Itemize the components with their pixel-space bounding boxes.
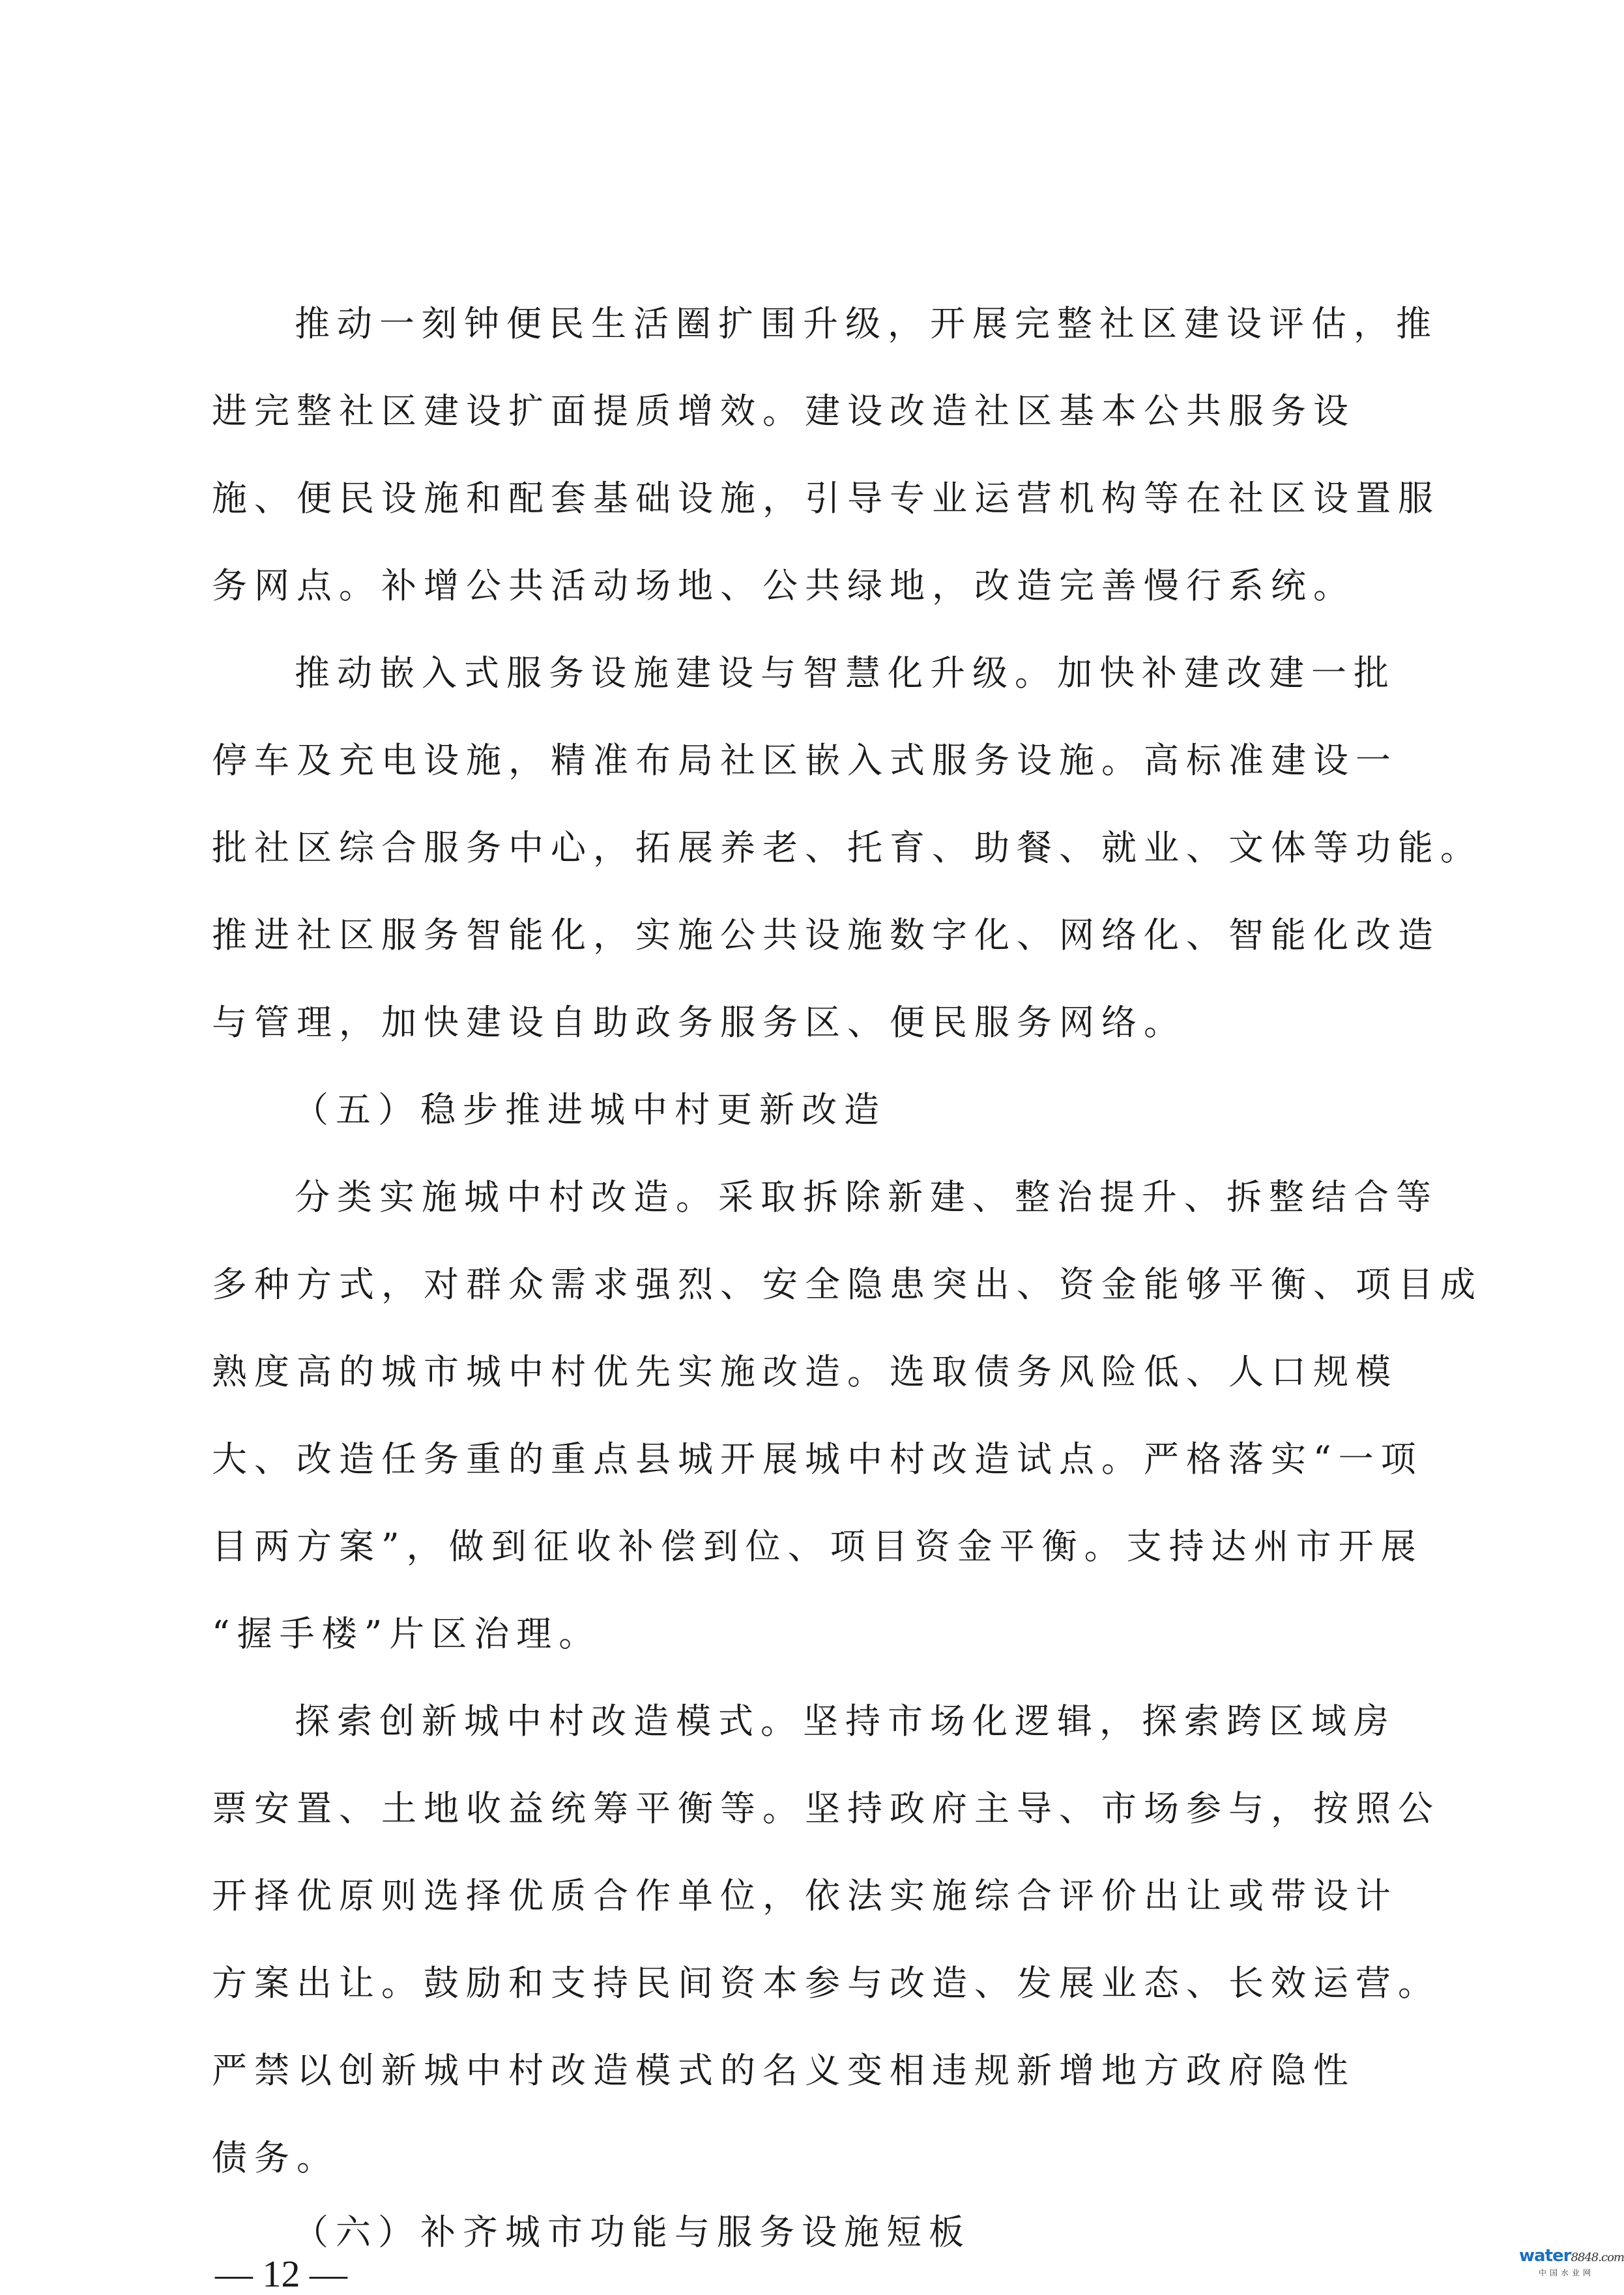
paragraph-1-line-1: 推动一刻钟便民生活圈扩围升级，开展完整社区建设评估，推 xyxy=(295,303,1438,344)
paragraph-2-line-4: 推进社区服务智能化，实施公共设施数字化、网络化、智能化改造 xyxy=(212,914,1440,956)
paragraph-1-line-4: 务网点。补增公共活动场地、公共绿地，改造完善慢行系统。 xyxy=(212,565,1356,606)
paragraph-4-line-2: 票安置、土地收益统筹平衡等。坚持政府主导、市场参与，按照公 xyxy=(212,1788,1440,1829)
paragraph-4-line-4: 方案出让。鼓励和支持民间资本参与改造、发展业态、长效运营。 xyxy=(212,1963,1440,2004)
watermark-logo xyxy=(1519,2244,1624,2281)
section-heading-6: （六）补齐城市功能与服务设施短板 xyxy=(293,2212,971,2253)
paragraph-3-line-1: 分类实施城中村改造。采取拆除新建、整治提升、拆整结合等 xyxy=(295,1177,1438,1218)
page-number: — 12 — xyxy=(215,2253,347,2295)
paragraph-2-line-5: 与管理，加快建设自助政务服务区、便民服务网络。 xyxy=(212,1002,1186,1043)
paragraph-4-line-1: 探索创新城中村改造模式。坚持市场化逻辑，探索跨区域房 xyxy=(295,1701,1396,1742)
paragraph-3-line-6: “握手楼”片区治理。 xyxy=(212,1613,602,1654)
paragraph-3-line-3: 熟度高的城市城中村优先实施改造。选取债务风险低、人口规模 xyxy=(212,1351,1398,1392)
paragraph-4-line-5: 严禁以创新城中村改造模式的名义变相违规新增地方政府隐性 xyxy=(212,2050,1356,2091)
paragraph-2-line-3: 批社区综合服务中心，拓展养老、托育、助餐、就业、文体等功能。 xyxy=(212,827,1483,868)
paragraph-2-line-2: 停车及充电设施，精准布局社区嵌入式服务设施。高标准建设一 xyxy=(212,740,1398,781)
paragraph-1-line-2: 进完整社区建设扩面提质增效。建设改造社区基本公共服务设 xyxy=(212,390,1356,431)
watermark-subtitle: 中国水业网 xyxy=(1539,2268,1595,2277)
paragraph-3-line-5: 目两方案”，做到征收补偿到位、项目资金平衡。支持达州市开展 xyxy=(212,1526,1423,1567)
paragraph-2-line-1: 推动嵌入式服务设施建设与智慧化升级。加快补建改建一批 xyxy=(295,652,1396,694)
paragraph-3-line-4: 大、改造任务重的重点县城开展城中村改造试点。严格落实“一项 xyxy=(212,1439,1423,1480)
paragraph-3-line-2: 多种方式，对群众需求强烈、安全隐患突出、资金能够平衡、项目成 xyxy=(212,1264,1483,1305)
paragraph-1-line-3: 施、便民设施和配套基础设施，引导专业运营机构等在社区设置服 xyxy=(212,478,1440,519)
paragraph-4-line-6: 债务。 xyxy=(212,2137,339,2178)
paragraph-4-line-3: 开择优原则选择优质合作单位，依法实施综合评价出让或带设计 xyxy=(212,1875,1398,1916)
section-heading-5: （五）稳步推进城中村更新改造 xyxy=(293,1089,886,1130)
watermark-logo-text: water8848.com xyxy=(1519,2246,1624,2266)
